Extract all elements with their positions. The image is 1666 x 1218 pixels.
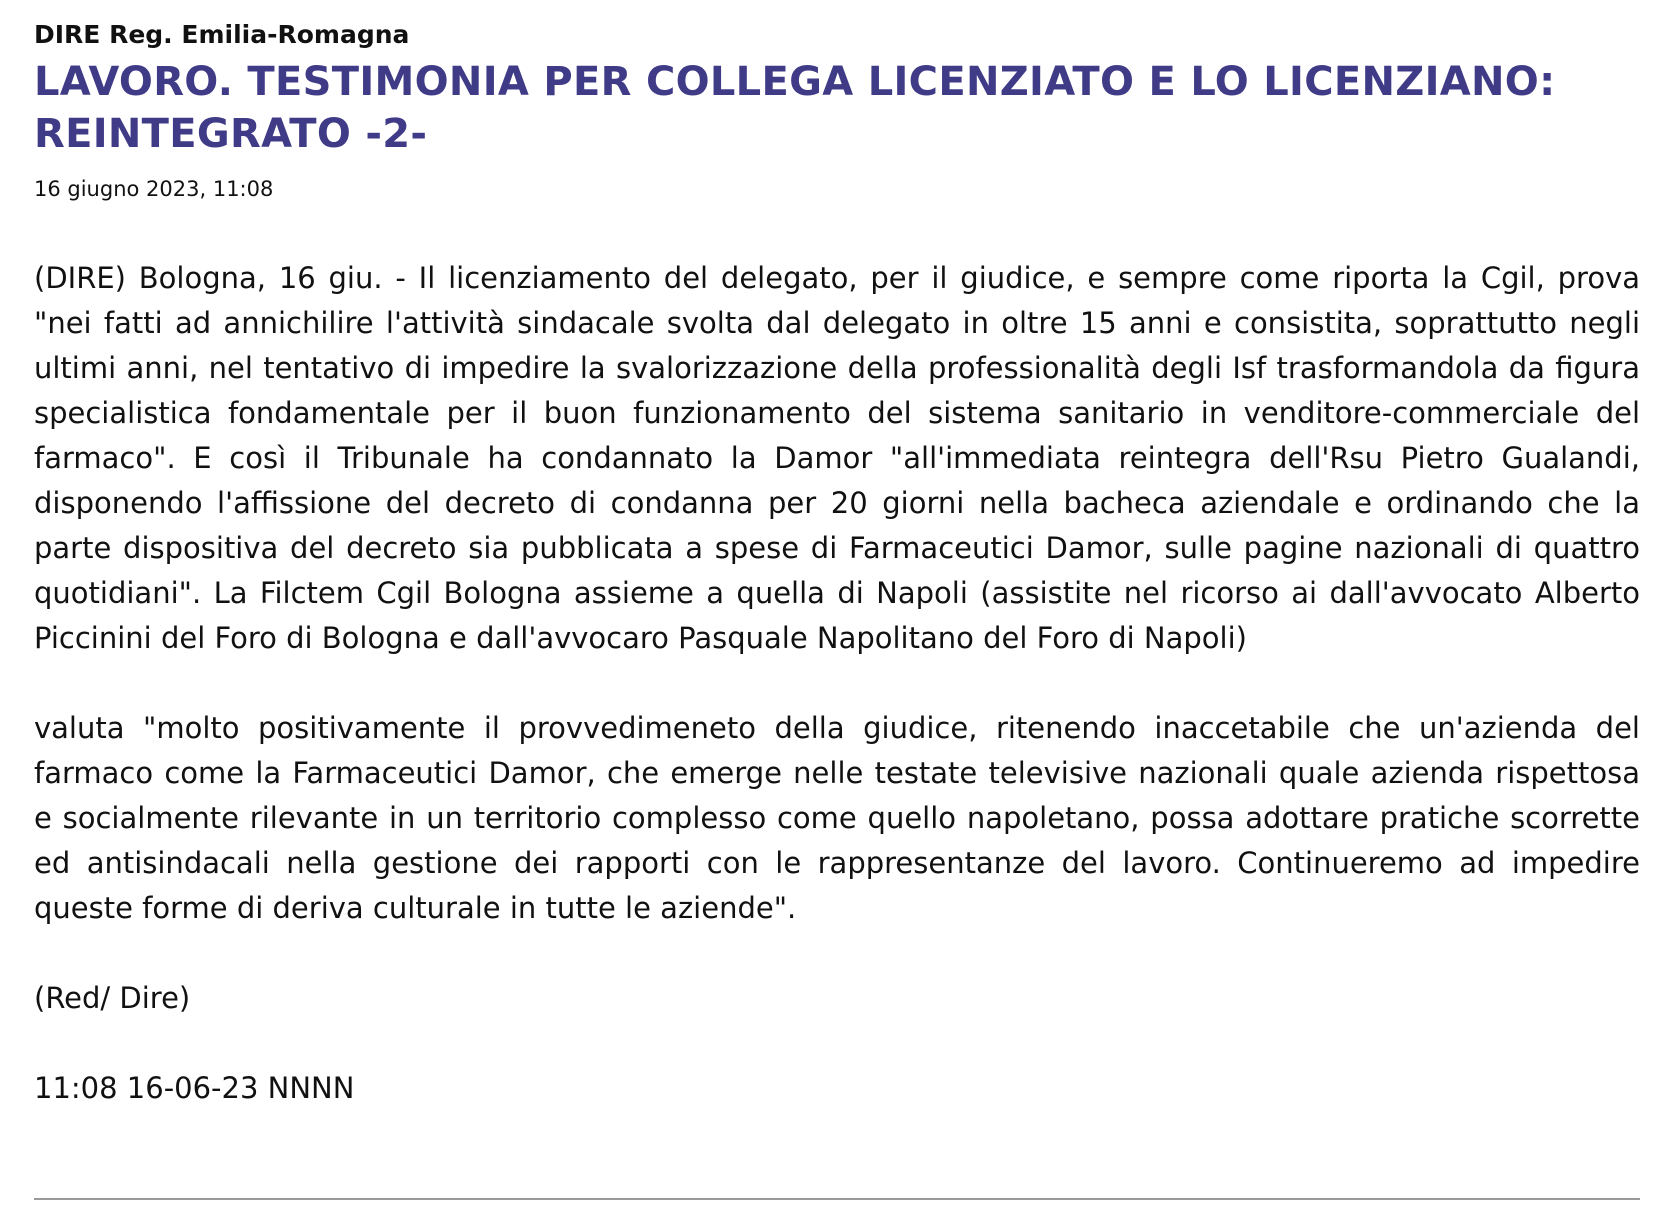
article-dateline: 16 giugno 2023, 11:08 (34, 177, 274, 201)
paragraph-spacer (34, 1021, 1640, 1066)
footer-stamp: 11:08 16-06-23 NNNN (34, 1071, 355, 1105)
paragraph-spacer (34, 931, 1640, 976)
paragraph-spacer (34, 661, 1640, 706)
article-credit: (Red/ Dire) (34, 981, 191, 1015)
article-body (34, 256, 1640, 1111)
body-paragraph: valuta "molto positivamente il provvedimeneto della giudice, ritenendo inaccetabile che un'azienda del farmaco come la Farmaceutici Damor, che emerge nelle testate televisive nazionali quale azienda rispettosa e socialmente rilevante in un territorio complesso come quello napoletano, possa adottare pratiche scorrette ed antisindacali nella gestione dei rapporti con le rappresentanze del lavoro. Continueremo ad impedire queste forme di deriva culturale in tutte le aziende". (34, 711, 1640, 925)
news-source: DIRE Reg. Emilia-Romagna (34, 20, 410, 49)
article-headline: LAVORO. TESTIMONIA PER COLLEGA LICENZIATO E LO LICENZIANO: REINTEGRATO -2- (34, 59, 1556, 157)
bottom-divider (34, 1198, 1640, 1200)
body-paragraph: (DIRE) Bologna, 16 giu. - Il licenziamento del delegato, per il giudice, e sempre come riporta la Cgil, prova "nei fatti ad annichilire l'attività sindacale svolta dal delegato in oltre 15 anni e consistita, soprattutto negli ultimi anni, nel tentativo di impedire la svalorizzazione della professionalità degli Isf trasformandola da figura specialistica fondamentale per il buon funzionamento del sistema sanitario in venditore-commerciale del farmaco". E così il Tribunale ha condannato la Damor "all'immediata reintegra dell'Rsu Pietro Gualandi, disponendo l'affissione del decreto di condanna per 20 giorni nella bacheca aziendale e ordinando che la parte dispositiva del decreto sia pubblicata a spese di Farmaceutici Damor, sulle pagine nazionali di quattro quotidiani". La Filctem Cgil Bologna assieme a quella di Napoli (assistite nel ricorso ai dall'avvocato Alberto Piccinini del Foro di Bologna e dall'avvocaro Pasquale Napolitano del Foro di Napoli) (34, 261, 1640, 655)
news-article (34, 20, 1640, 1111)
